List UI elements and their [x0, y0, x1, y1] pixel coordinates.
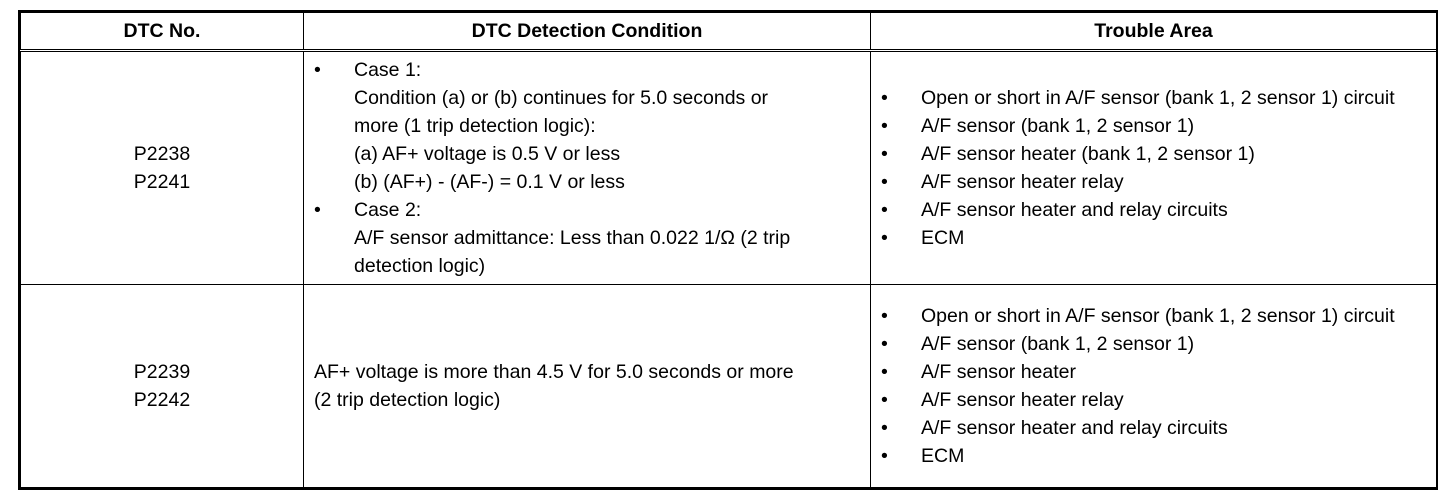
case-line: Condition (a) or (b) continues for 5.0 seconds or	[354, 87, 769, 109]
bullet-icon: •	[881, 115, 888, 137]
header-dtc-no: DTC No.	[21, 13, 304, 51]
trouble-area-text: A/F sensor heater and relay circuits	[921, 199, 1228, 221]
trouble-area-item	[881, 196, 1428, 224]
trouble-area-text: A/F sensor heater relay	[921, 171, 1124, 193]
trouble-area-item	[881, 442, 1428, 470]
trouble-area-item	[881, 386, 1428, 414]
header-row	[21, 13, 1437, 51]
case-line: more (1 trip detection logic):	[354, 115, 596, 137]
condition-list	[314, 56, 862, 280]
detection-condition-cell	[304, 285, 871, 488]
trouble-area-item	[881, 84, 1428, 112]
trouble-area-text: A/F sensor (bank 1, 2 sensor 1)	[921, 333, 1195, 355]
bullet-icon: •	[881, 389, 888, 411]
condition-case	[314, 56, 862, 196]
trouble-area-text: A/F sensor heater (bank 1, 2 sensor 1)	[921, 143, 1255, 165]
trouble-area-item	[881, 302, 1428, 330]
trouble-area-cell	[871, 285, 1437, 488]
dtc-table-frame	[18, 10, 1438, 490]
dtc-code-cell	[21, 51, 304, 285]
trouble-area-text: Open or short in A/F sensor (bank 1, 2 sensor 1) circuit	[921, 305, 1395, 327]
trouble-area-text: A/F sensor heater	[921, 361, 1076, 383]
trouble-area-item	[881, 358, 1428, 386]
bullet-icon: •	[881, 445, 888, 467]
case-label: Case 2:	[354, 199, 422, 221]
bullet-icon: •	[314, 199, 321, 221]
condition-line: (2 trip detection logic)	[314, 389, 501, 411]
dtc-code: P2241	[133, 171, 191, 193]
bullet-icon: •	[881, 199, 888, 221]
bullet-icon: •	[881, 227, 888, 249]
dtc-table	[20, 12, 1437, 488]
trouble-area-cell	[871, 51, 1437, 285]
bullet-icon: •	[881, 143, 888, 165]
condition-line: AF+ voltage is more than 4.5 V for 5.0 seconds or more	[314, 361, 794, 383]
bullet-icon: •	[881, 305, 888, 327]
dtc-code-cell	[21, 285, 304, 488]
case-line: detection logic)	[354, 255, 486, 277]
bullet-icon: •	[881, 417, 888, 439]
case-line: (b) (AF+) - (AF-) = 0.1 V or less	[354, 171, 625, 193]
trouble-area-item	[881, 112, 1428, 140]
dtc-code: P2238	[133, 143, 191, 165]
case-line: (a) AF+ voltage is 0.5 V or less	[354, 143, 621, 165]
case-line: A/F sensor admittance: Less than 0.022 1/Ω (2 trip	[354, 227, 791, 249]
trouble-area-item	[881, 330, 1428, 358]
detection-condition-cell	[304, 51, 871, 285]
dtc-code: P2242	[133, 389, 191, 411]
table-row	[21, 285, 1437, 488]
trouble-area-item	[881, 168, 1428, 196]
trouble-area-text: A/F sensor heater and relay circuits	[921, 417, 1228, 439]
trouble-area-text: Open or short in A/F sensor (bank 1, 2 sensor 1) circuit	[921, 87, 1395, 109]
trouble-area-item	[881, 140, 1428, 168]
table-row	[21, 51, 1437, 285]
trouble-area-item	[881, 224, 1428, 252]
dtc-code: P2239	[133, 361, 191, 383]
trouble-area-text: A/F sensor heater relay	[921, 389, 1124, 411]
trouble-area-text: ECM	[921, 227, 965, 249]
trouble-area-text: A/F sensor (bank 1, 2 sensor 1)	[921, 115, 1195, 137]
bullet-icon: •	[881, 171, 888, 193]
bullet-icon: •	[881, 361, 888, 383]
trouble-area-list	[881, 302, 1428, 470]
case-label: Case 1:	[354, 59, 422, 81]
bullet-icon: •	[881, 333, 888, 355]
bullet-icon: •	[881, 87, 888, 109]
header-detection-condition: DTC Detection Condition	[304, 13, 871, 51]
trouble-area-list	[881, 84, 1428, 252]
header-trouble-area: Trouble Area	[871, 13, 1437, 51]
trouble-area-text: ECM	[921, 445, 965, 467]
condition-case	[314, 196, 862, 280]
bullet-icon: •	[314, 59, 321, 81]
trouble-area-item	[881, 414, 1428, 442]
